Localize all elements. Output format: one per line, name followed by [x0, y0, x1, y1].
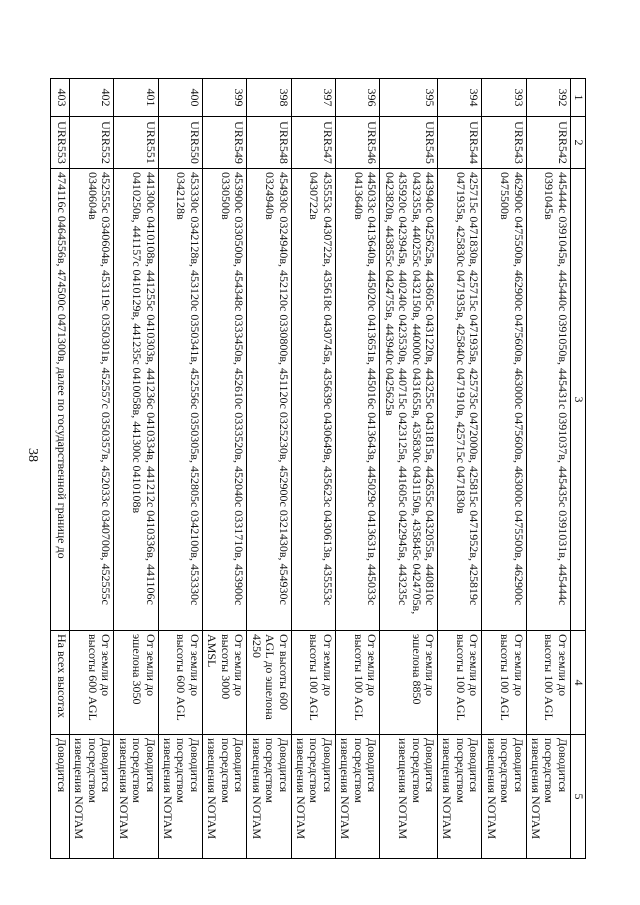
row-number: 394 [438, 79, 482, 117]
notice-method: Доводится посредством извещения NOTAM [482, 735, 526, 859]
zone-code: URR551 [114, 117, 158, 169]
table-row [247, 79, 291, 859]
zone-coordinates: 445444с 0391045в, 445440с 0391050в, 445431с 0391037в, 445435с 0391031в, 445444с 0391045в [526, 169, 570, 631]
notice-method: Доводится [51, 735, 70, 859]
zone-code: URR548 [247, 117, 291, 169]
notice-method: Доводится посредством извещения NOTAM [526, 735, 570, 859]
zone-coordinates: 445033с 0413640в, 445020с 0413651в, 445016с 0413643в, 445029с 0413631в, 445033с 0413640в [335, 169, 379, 631]
table-row [70, 79, 114, 859]
zone-coordinates: 452555с 0340604в, 453119с 0350301в, 452557с 0350357в, 452033с 0340700в, 452555с 0340604в [70, 169, 114, 631]
altitude-limits: От земли до высоты 600 AGL [70, 631, 114, 735]
altitude-limits: От земли до эшелона 8850 [380, 631, 438, 735]
table-row [203, 79, 247, 859]
row-number: 402 [70, 79, 114, 117]
notice-method: Доводится посредством извещения NOTAM [335, 735, 379, 859]
altitude-limits: От земли до высоты 3000 AMSL [203, 631, 247, 735]
table-row [51, 79, 70, 859]
zone-code: URR542 [526, 117, 570, 169]
zone-coordinates: 441300с 0410108в, 441255с 0410303в, 441236с 0410334в, 441212с 0410336в, 441106с 0410250в, 441157с 0410129в, 441235с 0410058в, 441300с 0410108в [114, 169, 158, 631]
zone-code: URR544 [438, 117, 482, 169]
zone-code: URR543 [482, 117, 526, 169]
zone-coordinates: 453900с 0330500в, 454348с 0333450в, 452610с 0333520в, 452040с 0331710в, 453900с 0330500в [203, 169, 247, 631]
zone-code: URR546 [335, 117, 379, 169]
row-number: 399 [203, 79, 247, 117]
notice-method: Доводится посредством извещения NOTAM [438, 735, 482, 859]
table-row [526, 79, 570, 859]
table-row [380, 79, 438, 859]
table-row [158, 79, 202, 859]
altitude-limits: На всех высотах [51, 631, 70, 735]
column-header: 5 [571, 735, 586, 859]
row-number: 403 [51, 79, 70, 117]
notice-method: Доводится посредством извещения NOTAM [380, 735, 438, 859]
altitude-limits: От земли до эшелона 3050 [114, 631, 158, 735]
zone-coordinates: 474116с 0464556в, 474500с 0471300в, далее по государственной границе до [51, 169, 70, 631]
table-row [482, 79, 526, 859]
zone-coordinates: 462900с 0475500в, 462900с 0475600в, 463000с 0475600в, 463000с 0475500в, 462900с 0475500в [482, 169, 526, 631]
table-row [291, 79, 335, 859]
altitude-limits: От земли до высоты 100 AGL [526, 631, 570, 735]
zone-code: URR550 [158, 117, 202, 169]
row-number: 396 [335, 79, 379, 117]
document-sheet [50, 78, 586, 858]
row-number: 401 [114, 79, 158, 117]
column-header: 1 [571, 79, 586, 117]
zone-code: URR547 [291, 117, 335, 169]
page-number: 38 [25, 448, 40, 462]
notice-method: Доводится посредством извещения NOTAM [203, 735, 247, 859]
altitude-limits: От земли до высоты 600 AGL [158, 631, 202, 735]
notice-method: Доводится посредством извещения NOTAM [70, 735, 114, 859]
notice-method: Доводится посредством извещения NOTAM [291, 735, 335, 859]
column-header: 2 [571, 117, 586, 169]
row-number: 397 [291, 79, 335, 117]
table-row [438, 79, 482, 859]
table-row [114, 79, 158, 859]
zone-coordinates: 443940с 0425625в, 443605с 0431220в, 443255с 0431815в, 442655с 0432055в, 440810с 0432355в, 440255с 0432150в, 440000с 0431655в, 435830с 0431150в, 435845с 0424705в, 435920с 0423945в, 440240с 0423530в, 440715с 0423125в, 441605с 0422945в, 443235с 0423820в, 443855с 0424755в, 443940с 0425625в [380, 169, 438, 631]
zone-code: URR545 [380, 117, 438, 169]
zone-coordinates: 435553с 0430722в, 435618с 0430745в, 435639с 0430649в, 435623с 0430613в, 435553с 0430722в [291, 169, 335, 631]
notice-method: Доводится посредством извещения NOTAM [158, 735, 202, 859]
column-header: 3 [571, 169, 586, 631]
column-header: 4 [571, 631, 586, 735]
zone-code: URR552 [70, 117, 114, 169]
altitude-limits: От высоты 600 AGL до эшелона 4250 [247, 631, 291, 735]
row-number: 400 [158, 79, 202, 117]
row-number: 395 [380, 79, 438, 117]
altitude-limits: От земли до высоты 100 AGL [291, 631, 335, 735]
restricted-areas-table [50, 78, 586, 859]
zone-code: URR549 [203, 117, 247, 169]
altitude-limits: От земли до высоты 100 AGL [482, 631, 526, 735]
altitude-limits: От земли до высоты 100 AGL [438, 631, 482, 735]
zone-coordinates: 425715с 0471830в, 425715с 0471935в, 425735с 0472000в, 425815с 0471952в, 425819с 0471935в, 425830с 0471935в, 425840с 0471910в, 425715с 0471830в [438, 169, 482, 631]
zone-coordinates: 454930с 0324940в, 452120с 0330800в, 451120с 0325230в, 452900с 0321430в, 454930с 0324940в [247, 169, 291, 631]
zone-coordinates: 453330с 0342128в, 453120с 0350341в, 452556с 0350305в, 452805с 0342100в, 453330с 0342128в [158, 169, 202, 631]
zone-code: URR553 [51, 117, 70, 169]
row-number: 398 [247, 79, 291, 117]
table-header-row [571, 79, 586, 859]
notice-method: Доводится посредством извещения NOTAM [247, 735, 291, 859]
row-number: 393 [482, 79, 526, 117]
notice-method: Доводится посредством извещения NOTAM [114, 735, 158, 859]
altitude-limits: От земли до высоты 100 AGL [335, 631, 379, 735]
table-row [335, 79, 379, 859]
row-number: 392 [526, 79, 570, 117]
